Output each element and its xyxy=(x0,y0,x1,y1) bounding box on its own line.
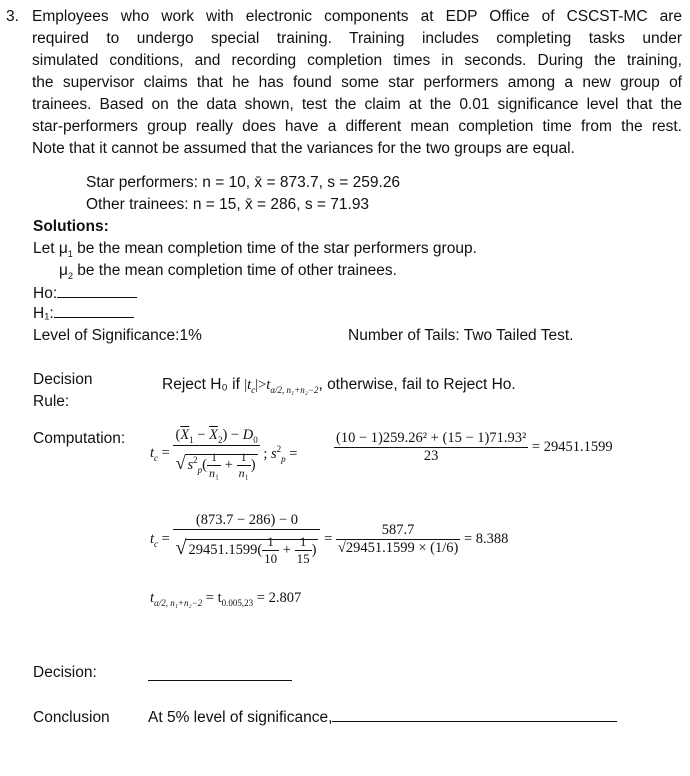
solutions-heading: Solutions: xyxy=(33,218,109,235)
mu1-definition: Let $\mu_1$ be the mean completion time of the star performers group. xyxy=(33,240,477,260)
tc-substitution: $t_c$ = (873.7 − 286) − 0 √ 29451.1599( $\frac{1}{10}$ + $\frac{1}{15}$ ) = $\frac{587.7}{√29451.1599 \times (1/6)}$ = 8.388 xyxy=(150,512,509,566)
sp2-computation xyxy=(334,430,613,465)
decision-label: Decision: xyxy=(33,664,97,681)
h0-blank[interactable] xyxy=(57,297,137,298)
tc-numerator-2: 587.7 xyxy=(336,522,460,540)
decision-rule-label-1: Decision xyxy=(33,371,93,388)
number-of-tails: Number of Tails: Two Tailed Test. xyxy=(348,327,574,344)
critical-t-value: $t_{\alpha/2, n_1+n_2-2} = t_{0.005,23} = 2.807$ xyxy=(150,590,302,608)
alt-hypothesis: H₁: xyxy=(33,305,134,323)
tc-formula: $t_c$ = $(\overline{X}_1 - \overline{X}_2) - D_0$ √ $s^2_p$( $\frac{1}{\text{n₁}}$ + $\frac{1}{\text{n₁}}$ ) ; $s^2_p$ = xyxy=(150,427,298,480)
conclusion-blank[interactable] xyxy=(332,721,617,722)
question-line: Employees who work with electronic components at EDP Office of CSCST-MC are xyxy=(32,8,682,25)
question-line: required to undergo special training. Training includes completing tasks under xyxy=(32,30,682,47)
question-line: the supervisor claims that he has found some star performers among a new group of xyxy=(32,74,682,91)
mu2-definition: $\mu_2$ be the mean completion time of other trainees. xyxy=(59,262,397,282)
question-line: Note that it cannot be assumed that the variances for the two groups are equal. xyxy=(32,140,575,157)
star-performers-data: Star performers: n = 10, x̄ = 873.7, s = 259.26 xyxy=(86,174,401,191)
conclusion-label: Conclusion xyxy=(33,709,110,726)
question-paragraph xyxy=(6,6,682,160)
question-number: 3. xyxy=(6,8,19,25)
sp2-result: = 29451.1599 xyxy=(531,439,613,455)
tc-numerator: (873.7 − 286) − 0 xyxy=(173,512,320,530)
other-trainees-data: Other trainees: n = 15, x̄ = 286, s = 71.93 xyxy=(86,196,370,213)
decision-rule-label-2: Rule: xyxy=(33,393,70,410)
question-line: star-performers group really does have a different mean completion time from the rest. xyxy=(32,118,682,135)
computation-label: Computation: xyxy=(33,430,126,447)
conclusion-text: At 5% level of significance, xyxy=(148,709,617,727)
sp2-numerator: (10 − 1)259.26² + (15 − 1)71.93² xyxy=(336,430,527,446)
question-line: simulated conditions, and recording completion times in seconds. During the training, xyxy=(32,52,682,69)
question-line: trainees. Based on the data shown, test the claim at the 0.01 significance level that the xyxy=(32,96,682,113)
null-hypothesis: Ho: xyxy=(33,285,137,303)
decision-rule-text: Reject H₀ if $|t_c|>t_{\alpha/2, n_1+n_2-2}$, otherwise, fail to Reject Ho. xyxy=(162,376,516,395)
h1-blank[interactable] xyxy=(54,317,134,318)
tc-denominator-2: √29451.1599 × (1/6) xyxy=(337,540,459,556)
sp2-denominator: 23 xyxy=(423,448,439,464)
tc-result: = 8.388 xyxy=(463,531,509,547)
level-of-significance: Level of Significance:1% xyxy=(33,327,202,344)
decision-blank[interactable] xyxy=(148,680,292,681)
